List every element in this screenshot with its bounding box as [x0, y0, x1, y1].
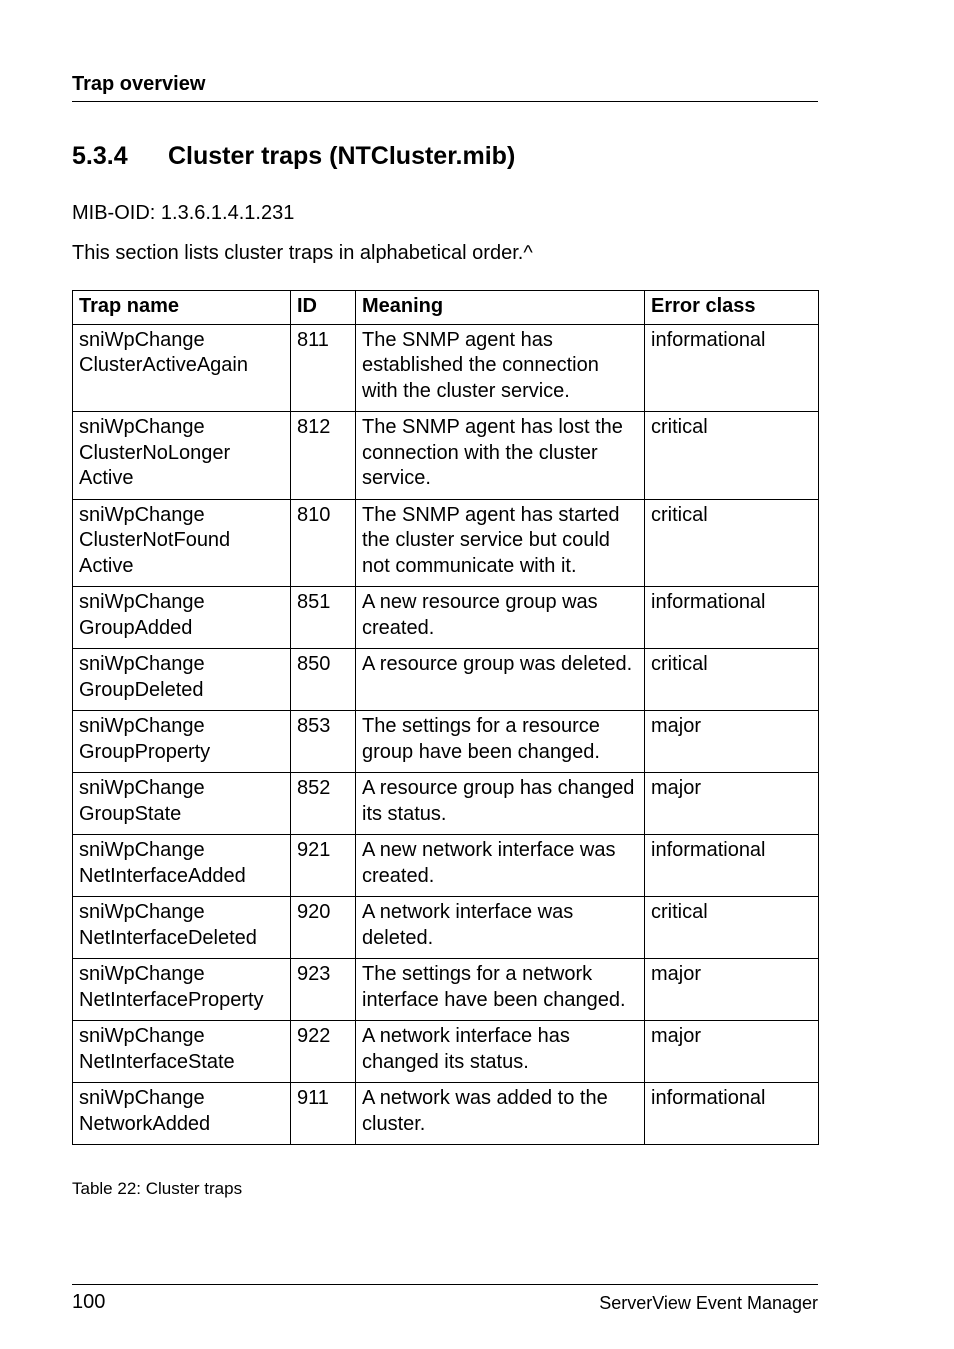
error-class-cell: major: [645, 711, 819, 773]
table-row: [73, 835, 819, 897]
section-title: Cluster traps (NTCluster.mib): [168, 142, 516, 170]
error-class-cell: critical: [645, 897, 819, 959]
trap-name-line: sniWpChange: [79, 839, 205, 861]
trap-name-line: NetInterfaceState: [79, 1050, 235, 1073]
trap-meaning-cell: The settings for a network interface have been changed.: [356, 959, 645, 1021]
trap-name-line: sniWpChange: [79, 416, 205, 438]
trap-name-cell: [73, 412, 291, 500]
table-header-row: [73, 291, 819, 325]
error-class-cell: informational: [645, 835, 819, 897]
trap-name-line: GroupDeleted: [79, 678, 204, 701]
trap-name-cell: [73, 324, 291, 412]
trap-name-cell: [73, 499, 291, 587]
trap-meaning-cell: A resource group has changed its status.: [356, 773, 645, 835]
trap-id-cell: 811: [291, 324, 356, 412]
trap-name-cell: [73, 1021, 291, 1083]
page-number: 100: [72, 1291, 106, 1313]
trap-id-cell: 920: [291, 897, 356, 959]
trap-name-line: sniWpChange: [79, 328, 205, 351]
trap-id-cell: 853: [291, 711, 356, 773]
trap-name-line: sniWpChange: [79, 1025, 205, 1047]
table-row: [73, 412, 819, 500]
section-number: 5.3.4: [72, 142, 128, 170]
trap-id-cell: 923: [291, 959, 356, 1021]
trap-name-cell: [73, 587, 291, 649]
mib-oid-text: MIB-OID: 1.3.6.1.4.1.231: [72, 202, 295, 224]
trap-meaning-cell: A new resource group was created.: [356, 587, 645, 649]
trap-name-line: sniWpChange: [79, 1087, 205, 1109]
trap-name-cell: [73, 835, 291, 897]
error-class-cell: critical: [645, 649, 819, 711]
cluster-traps-table: [72, 290, 819, 1145]
trap-name-line: NetworkAdded: [79, 1112, 211, 1135]
header-rule: [72, 101, 818, 102]
trap-name-cell: [73, 897, 291, 959]
trap-meaning-cell: A new network interface was created.: [356, 835, 645, 897]
trap-name-line: sniWpChange: [79, 715, 205, 737]
error-class-cell: informational: [645, 1083, 819, 1145]
trap-name-line: sniWpChange: [79, 777, 205, 799]
running-header-title: Trap overview: [72, 73, 206, 95]
trap-name-line: Active: [79, 467, 134, 489]
intro-paragraph: This section lists cluster traps in alphabetical order.^: [72, 242, 533, 264]
footer-product-name: ServerView Event Manager: [599, 1293, 818, 1313]
table-row: [73, 1083, 819, 1145]
trap-name-cell: [73, 1083, 291, 1145]
trap-meaning-cell: The settings for a resource group have been changed.: [356, 711, 645, 773]
trap-name-line: ClusterNotFound: [79, 529, 231, 551]
trap-name-line: sniWpChange: [79, 653, 205, 675]
error-class-cell: critical: [645, 499, 819, 587]
table-row: [73, 587, 819, 649]
table-row: [73, 649, 819, 711]
trap-name-cell: [73, 649, 291, 711]
trap-meaning-cell: A network interface has changed its status.: [356, 1021, 645, 1083]
error-class-cell: informational: [645, 324, 819, 412]
trap-name-line: GroupAdded: [79, 616, 193, 639]
error-class-cell: major: [645, 773, 819, 835]
trap-id-cell: 922: [291, 1021, 356, 1083]
table-row: [73, 1021, 819, 1083]
column-header-id: ID: [291, 291, 356, 325]
trap-name-cell: [73, 711, 291, 773]
table-row: [73, 773, 819, 835]
column-header-trap-name: Trap name: [73, 291, 291, 325]
column-header-error-class: Error class: [645, 291, 819, 325]
trap-name-line: Active: [79, 554, 134, 577]
trap-name-line: NetInterfaceProperty: [79, 988, 264, 1011]
trap-meaning-cell: A network was added to the cluster.: [356, 1083, 645, 1145]
trap-name-line: NetInterfaceDeleted: [79, 926, 257, 949]
trap-id-cell: 812: [291, 412, 356, 500]
error-class-cell: critical: [645, 412, 819, 500]
trap-meaning-cell: A network interface was deleted.: [356, 897, 645, 959]
trap-meaning-cell: The SNMP agent has lost the connection with the cluster service.: [356, 412, 645, 500]
footer-rule: [72, 1284, 818, 1285]
trap-id-cell: 851: [291, 587, 356, 649]
table-row: [73, 324, 819, 412]
error-class-cell: major: [645, 959, 819, 1021]
error-class-cell: informational: [645, 587, 819, 649]
column-header-meaning: Meaning: [356, 291, 645, 325]
trap-id-cell: 921: [291, 835, 356, 897]
table-row: [73, 959, 819, 1021]
error-class-cell: major: [645, 1021, 819, 1083]
table-body: [73, 324, 819, 1145]
trap-name-line: NetInterfaceAdded: [79, 864, 246, 887]
section-heading: [72, 140, 515, 172]
trap-meaning-cell: The SNMP agent has established the connection with the cluster service.: [356, 324, 645, 412]
table-row: [73, 897, 819, 959]
trap-name-cell: [73, 773, 291, 835]
trap-name-line: sniWpChange: [79, 591, 205, 613]
trap-meaning-cell: The SNMP agent has started the cluster service but could not communicate with it.: [356, 499, 645, 587]
trap-name-line: ClusterNoLonger: [79, 441, 231, 464]
trap-name-cell: [73, 959, 291, 1021]
trap-name-line: sniWpChange: [79, 963, 205, 985]
trap-name-line: sniWpChange: [79, 901, 205, 923]
trap-id-cell: 911: [291, 1083, 356, 1145]
trap-name-line: sniWpChange: [79, 503, 205, 526]
trap-id-cell: 810: [291, 499, 356, 587]
trap-name-line: ClusterActiveAgain: [79, 354, 248, 376]
table-row: [73, 499, 819, 587]
trap-id-cell: 852: [291, 773, 356, 835]
trap-name-line: GroupProperty: [79, 740, 211, 763]
trap-id-cell: 850: [291, 649, 356, 711]
table-caption: Table 22: Cluster traps: [72, 1179, 243, 1198]
table-row: [73, 711, 819, 773]
trap-meaning-cell: A resource group was deleted.: [356, 649, 645, 711]
trap-name-line: GroupState: [79, 802, 182, 825]
